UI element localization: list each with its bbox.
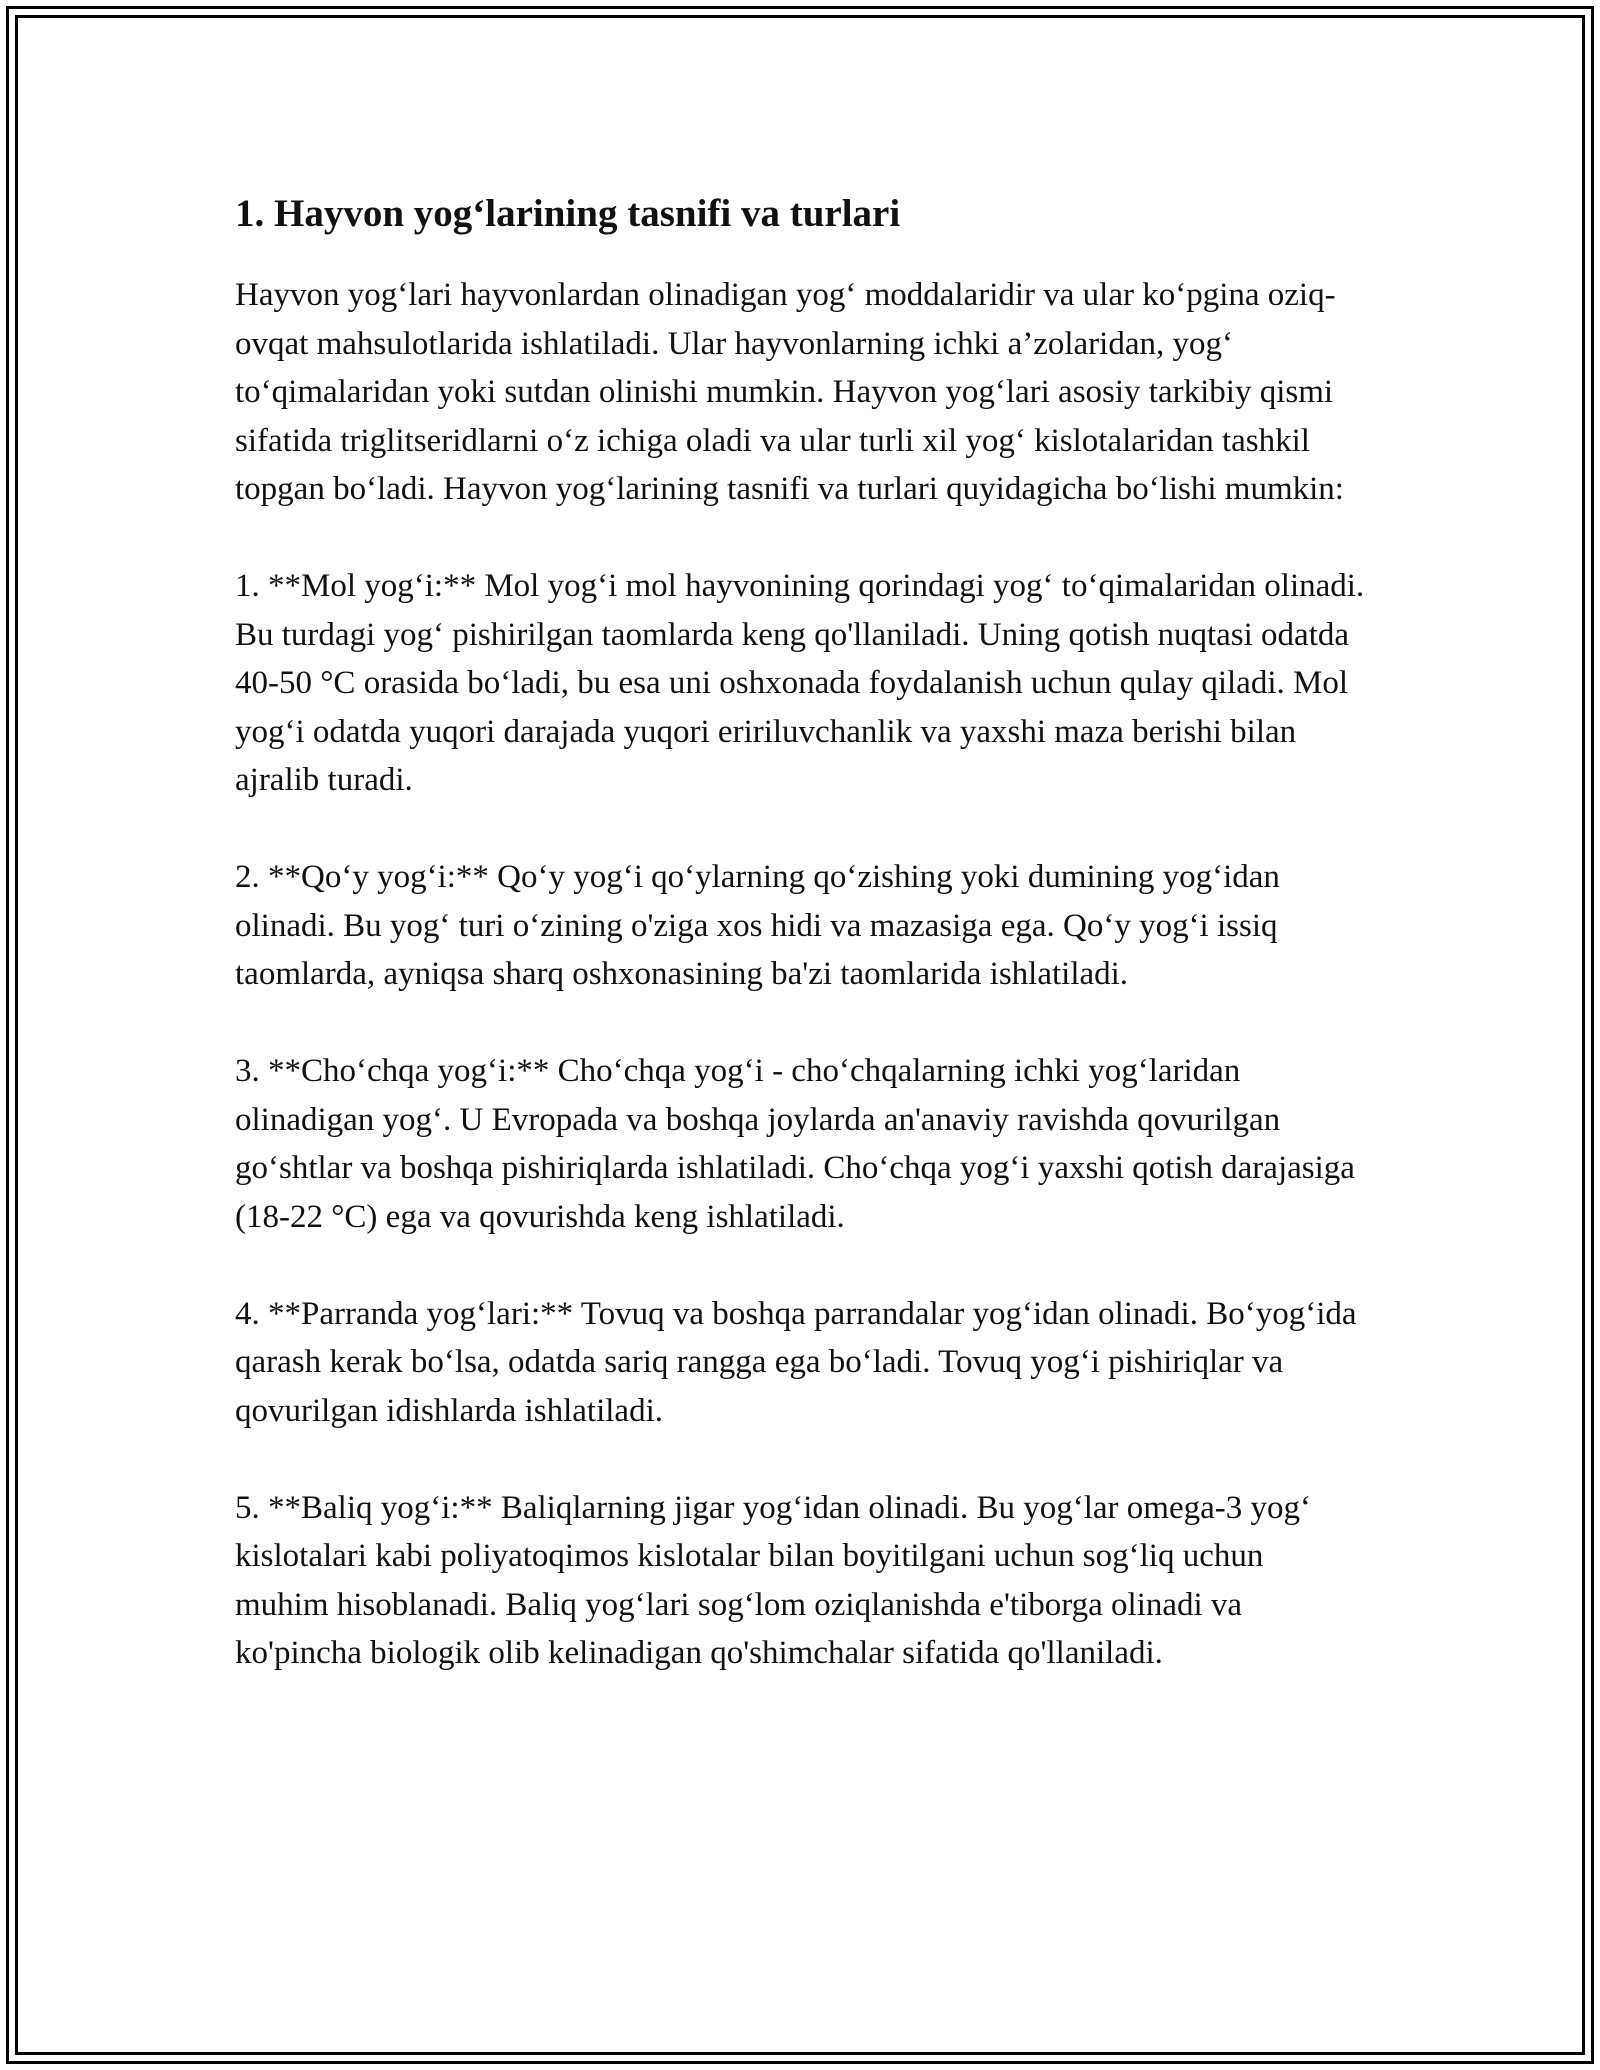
document-title: 1. Hayvon yog‘larining tasnifi va turlari [235, 192, 901, 235]
paragraph-parranda-yoglari: 4. **Parranda yog‘lari:** Tovuq va boshqa parrandalar yog‘idan olinadi. Bo‘yog‘ida qarash kerak bo‘lsa, odatda sariq rangga ega bo‘ladi. Tovuq yog‘i pishiriqlar va qovurilgan idishlarda ishlatiladi. [235, 1295, 1357, 1429]
paragraph-chochqa-yogi: 3. **Cho‘chqa yog‘i:** Cho‘chqa yog‘i - cho‘chqalarning ichki yog‘laridan olinadigan yog‘. U Evropada va boshqa joylarda an'anaviy ravishda qovurilgan go‘shtlar va boshqa pishiriqlarda ishlatiladi. Cho‘chqa yog‘i yaxshi qotish darajasiga (18-22 °C) ega va qovurishda keng ishlatiladi. [235, 1053, 1355, 1235]
paragraph-qoy-yogi: 2. **Qo‘y yog‘i:** Qo‘y yog‘i qo‘ylarning qo‘zishing yoki dumining yog‘idan olinadi. Bu yog‘ turi o‘zining o'ziga xos hidi va mazasiga ega. Qo‘y yog‘i issiq taomlarda, ayniqsa sharq oshxonasining ba'zi taomlarida ishlatiladi. [235, 859, 1280, 992]
paragraph-mol-yogi: 1. **Mol yog‘i:** Mol yog‘i mol hayvonining qorindagi yog‘ to‘qimalaridan olinadi. Bu turdagi yog‘ pishirilgan taomlarda keng qo'llaniladi. Uning qotish nuqtasi odatda 40-50 °C orasida bo‘ladi, bu esa uni oshxonada foydalanish uchun qulay qiladi. Mol yog‘i odatda yuqori darajada yuqori eririluvchanlik va yaxshi maza berishi bilan ajralib turadi. [235, 568, 1365, 798]
paragraph-baliq-yogi: 5. **Baliq yog‘i:** Baliqlarning jigar yog‘idan olinadi. Bu yog‘lar omega-3 yog‘ kislotalari kabi poliyatoqimos kislotalar bilan boyitilgani uchun sog‘liq uchun muhim hisoblanadi. Baliq yog‘lari sog‘lom oziqlanishda e'tiborga olinadi va ko'pincha biologik olib kelinadigan qo'shimchalar sifatida qo'llaniladi. [235, 1489, 1311, 1671]
document-body [235, 185, 1365, 1726]
intro-paragraph: Hayvon yog‘lari hayvonlardan olinadigan yog‘ moddalaridir va ular ko‘pgina oziq-ovqat mahsulotlarida ishlatiladi. Ular hayvonlarning ichki a’zolaridan, yog‘ to‘qimalaridan yoki sutdan olinishi mumkin. Hayvon yog‘lari asosiy tarkibiy qismi sifatida triglitseridlarni o‘z ichiga oladi va ular turli xil yog‘ kislotalaridan tashkil topgan bo‘ladi. Hayvon yog‘larining tasnifi va turlari quyidagicha bo‘lishi mumkin: [235, 277, 1344, 507]
